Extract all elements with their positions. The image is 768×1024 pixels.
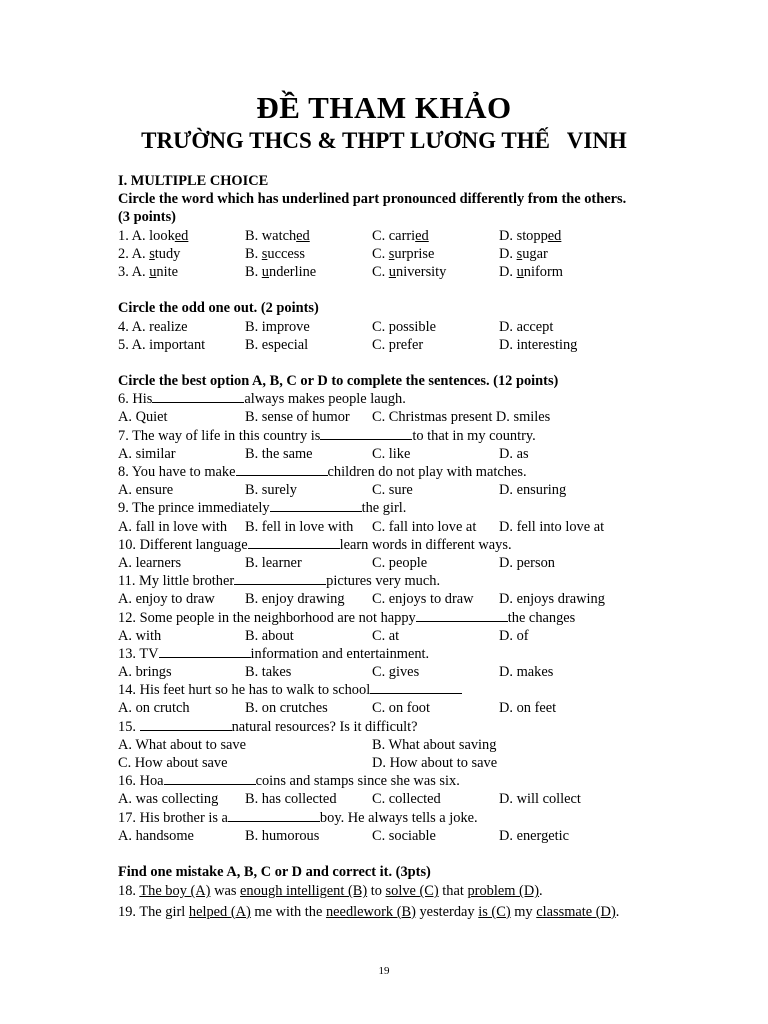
option: B. the same <box>245 445 313 462</box>
option: B. humorous <box>245 827 320 844</box>
option-row <box>118 663 658 681</box>
option: C. Christmas present D. smiles <box>372 409 551 426</box>
option: D. uniform <box>499 263 563 280</box>
option: A. similar <box>118 445 176 462</box>
question: 14. His feet hurt so he has to walk to school <box>118 681 658 699</box>
option: B. takes <box>245 664 292 681</box>
option: D. stopped <box>499 227 562 244</box>
underlined-part: u <box>149 263 157 280</box>
part1-points: (3 points) <box>118 209 176 226</box>
option: B. watched <box>245 227 310 244</box>
underlined-option: is (C) <box>478 903 511 920</box>
question: 12. Some people in the neighborhood are not happy the changes <box>118 609 576 626</box>
question: 7. The way of life in this country is to that in my country. <box>118 427 536 444</box>
part1-heading: Circle the word which has underlined part pronounced differently from the others. <box>118 191 627 208</box>
option-row <box>118 445 658 463</box>
option: D. on feet <box>499 700 557 717</box>
underlined-option: problem (D) <box>467 883 540 900</box>
part3-heading: Circle the best option A, B, C or D to complete the sentences. (12 points) <box>118 373 559 390</box>
option: B. What about saving <box>372 736 497 753</box>
underlined-part: ed <box>415 227 429 244</box>
option-row <box>118 827 658 845</box>
option-row <box>118 736 658 754</box>
option: C. carried <box>372 227 429 244</box>
find-mistake-questions <box>118 881 658 922</box>
option: C. on foot <box>372 700 430 717</box>
option: 4. A. realize <box>118 318 188 335</box>
option-row <box>118 408 658 426</box>
underlined-part: ed <box>174 227 189 244</box>
answer-blank <box>270 499 362 512</box>
option: D. ensuring <box>499 482 567 499</box>
page-number: 19 <box>378 965 390 977</box>
option: C. at <box>372 627 400 644</box>
answer-blank <box>228 809 320 822</box>
option: C. gives <box>372 664 420 681</box>
answer-blank <box>236 463 328 476</box>
option: B. improve <box>245 318 310 335</box>
option: B. has collected <box>245 791 337 808</box>
option-row <box>118 627 658 645</box>
option: A. handsome <box>118 827 194 844</box>
option: B. underline <box>245 263 317 280</box>
option: D. How about to save <box>372 755 498 771</box>
question: 9. The prince immediately the girl. <box>118 500 407 517</box>
underlined-part: u <box>516 263 524 280</box>
answer-blank <box>416 609 508 622</box>
option: C. surprise <box>372 245 435 262</box>
question: 13. TV information and entertainment. <box>118 645 430 662</box>
underlined-part: s <box>261 245 268 262</box>
option-row <box>118 263 658 281</box>
underlined-part: s <box>388 245 395 262</box>
underlined-part: s <box>149 245 155 262</box>
underlined-part: ed <box>547 227 562 244</box>
answer-blank <box>159 645 251 658</box>
option: D. accept <box>499 318 554 335</box>
option: C. like <box>372 445 411 462</box>
option: A. Quiet <box>118 409 168 426</box>
option: 5. A. important <box>118 336 206 353</box>
answer-blank <box>164 772 256 785</box>
option: B. enjoy drawing <box>245 591 345 608</box>
option: A. on crutch <box>118 700 190 717</box>
question: 6. His always makes people laugh. <box>118 391 406 408</box>
option-row <box>118 481 658 499</box>
option: C. prefer <box>372 336 424 353</box>
option: D. of <box>499 627 529 644</box>
answer-blank <box>370 681 462 694</box>
question: 10. Different language learn words in different ways. <box>118 536 512 553</box>
option: C. people <box>372 554 428 571</box>
option: D. person <box>499 554 555 571</box>
question: 16. Hoa coins and stamps since she was six. <box>118 773 460 790</box>
underlined-option: needlework (B) <box>325 903 416 920</box>
school-name: TRƯỜNG THCS & THPT LƯƠNG THẾ VINH <box>141 128 627 153</box>
option: B. sense of humor <box>245 409 350 426</box>
option-row <box>118 318 658 336</box>
question: 11. My little brother pictures very much. <box>118 573 441 590</box>
option: A. fall in love with <box>118 518 228 535</box>
question: 17. His brother is a boy. He always tells a joke. <box>118 809 478 826</box>
option-row <box>118 699 658 717</box>
answer-blank <box>248 536 340 549</box>
option: A. learners <box>118 554 182 571</box>
option: B. on crutches <box>245 700 328 717</box>
mistake-sentence: 18. The boy (A) was enough intelligent (B) to solve (C) that problem (D). <box>118 883 543 900</box>
option: C. sociable <box>372 827 436 844</box>
option: D. interesting <box>499 336 578 353</box>
question: 15. natural resources? Is it difficult? <box>118 718 418 735</box>
option: D. energetic <box>499 827 570 844</box>
underlined-option: classmate (D) <box>536 903 616 920</box>
option: D. enjoys drawing <box>499 591 605 608</box>
option: C. collected <box>372 791 441 808</box>
part4-heading: Find one mistake A, B, C or D and correct it. (3pts) <box>118 864 431 881</box>
option: C. sure <box>372 482 413 499</box>
option-row <box>118 754 658 772</box>
underlined-part: s <box>516 245 523 262</box>
question: 8. You have to make children do not play with matches. <box>118 464 527 480</box>
option-row <box>118 790 658 808</box>
answer-blank <box>234 572 326 585</box>
option: C. enjoys to draw <box>372 591 474 608</box>
underlined-option: solve (C) <box>385 883 439 900</box>
option: 2. A. study <box>118 245 181 262</box>
option: C. university <box>372 263 447 280</box>
underlined-option: enough intelligent (B) <box>240 883 368 900</box>
option: B. fell in love with <box>245 518 354 535</box>
option: A. What about to save <box>118 736 247 753</box>
option: C. possible <box>372 318 436 335</box>
option: 3. A. unite <box>118 263 178 280</box>
sentence-completion-questions <box>118 390 658 845</box>
option-row <box>118 518 658 536</box>
underlined-part: u <box>388 263 396 280</box>
option: D. as <box>499 445 529 462</box>
option-row <box>118 227 658 245</box>
option: C. How about save <box>118 755 228 771</box>
underlined-part: u <box>261 263 269 280</box>
exam-body <box>118 172 658 922</box>
pronunciation-questions <box>118 227 658 282</box>
section-title: I. MULTIPLE CHOICE <box>118 173 269 189</box>
underlined-part: ed <box>296 227 310 244</box>
option: D. makes <box>499 664 554 681</box>
mistake-sentence: 19. The girl helped (A) me with the needlework (B) yesterday is (C) my classmate (D). <box>118 903 620 920</box>
option-row <box>118 245 658 263</box>
answer-blank <box>152 390 244 403</box>
option: A. ensure <box>118 482 174 499</box>
underlined-option: The boy (A) <box>139 883 211 900</box>
option: B. success <box>245 245 305 262</box>
answer-blank <box>140 718 232 731</box>
option: A. was collecting <box>118 791 219 808</box>
option: D. will collect <box>499 791 581 808</box>
option: B. surely <box>245 482 297 499</box>
option: B. about <box>245 627 294 644</box>
option-row <box>118 590 658 608</box>
option: B. especial <box>245 336 309 353</box>
option: A. brings <box>118 664 172 681</box>
document-title: ĐỀ THAM KHẢO <box>256 90 512 125</box>
option: D. fell into love at <box>499 518 605 535</box>
option: A. enjoy to draw <box>118 591 215 608</box>
option: D. sugar <box>499 245 548 262</box>
option-row <box>118 336 658 354</box>
option: A. with <box>118 627 162 644</box>
option: B. learner <box>245 554 302 571</box>
underlined-option: helped (A) <box>188 903 251 920</box>
option: C. fall into love at <box>372 518 477 535</box>
option-row <box>118 554 658 572</box>
option: 1. A. looked <box>118 227 189 244</box>
answer-blank <box>320 427 412 440</box>
odd-one-out-questions <box>118 318 658 354</box>
part2-heading: Circle the odd one out. (2 points) <box>118 300 319 317</box>
